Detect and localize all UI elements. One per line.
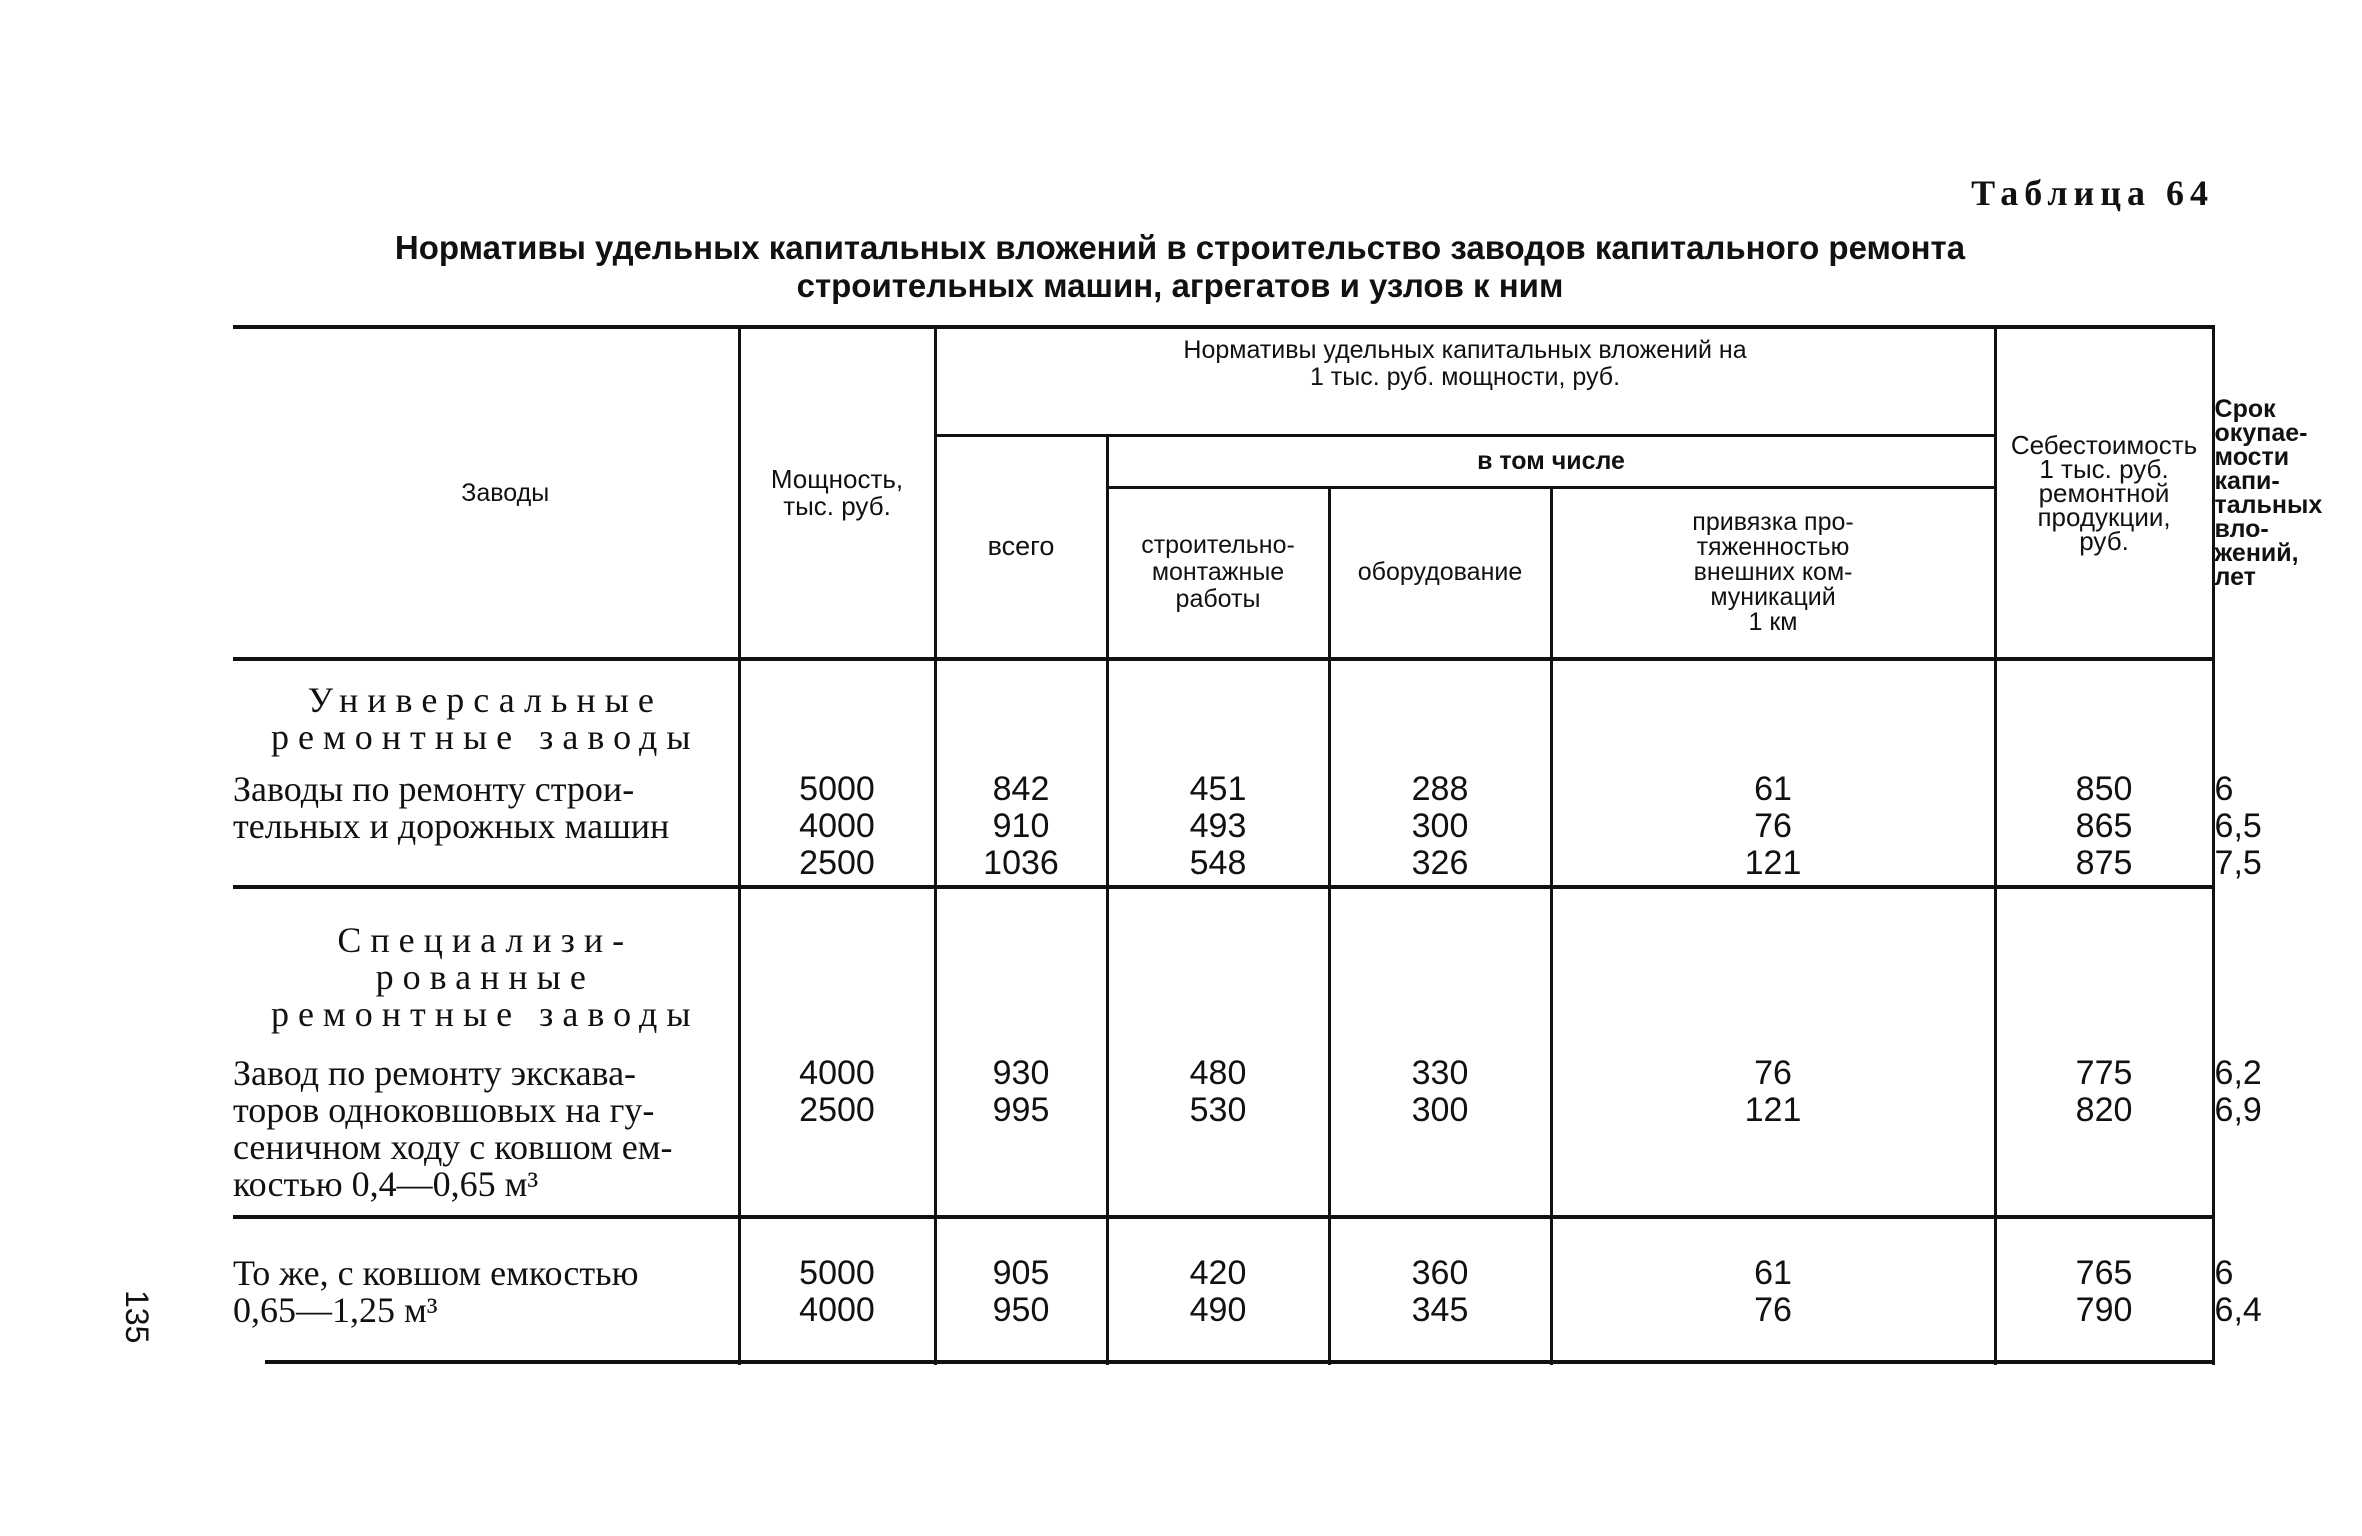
header-norms: Нормативы удельных капитальных вложений на 1 тыс. руб. мощности, руб.: [935, 327, 1995, 435]
table-subtitle: строительных машин, агрегатов и узлов к ним: [796, 267, 1564, 304]
cell-construction: 451 493 548: [1107, 759, 1329, 887]
row-name: Завод по ремонту экскава- торов одноковшовых на гу- сеничном ходу с ковшом ем- костью 0,4—0,65 м³: [233, 1053, 673, 1204]
table-title: Нормативы удельных капитальных вложений в строительство заводов капитального ремонта: [394, 229, 1966, 266]
cell-capacity: 4000 2500: [739, 1047, 935, 1217]
header-equipment: оборудование: [1329, 487, 1551, 659]
norms-table: Заводы Мощность, тыс. руб. Нормативы удельных капитальных вложений на 1 тыс. руб. мощности, руб. Себестоимость 1 тыс. руб. ремонтной продукции, руб. Срок окупае- мости капи- тальных вло- жений, лет всего в том числе строительно- монтажные работы оборудование привязка про- тяженностью внешних ком- муникаций 1 км Универсальные ремонтные заводы Заводы по ремонту строи- тельных и дорожных машин 5000 4000 2500 842 910 1036 451 493 548 288 300 326 61 76 121 850 865 875 6 6,5 7,5 Специализи- рованные ремонтные заводы Завод по ремонту экскава- торов одноковшовых на гу- сеничном ходу с ковшом ем- костью 0,4—0,65 м³ 4000 2500 930 995 480 530 330 300 76 121 775 820 6,2 6,9 То же, с ковшом емкостью 0,65—1,25 м³ 5000 4000 905 950 420 490 360 345 61 76 765 790 6 6,4: [233, 325, 2213, 1365]
cell-linking: 61 76: [1551, 1217, 1995, 1365]
section-universal: Универсальные ремонтные заводы: [233, 659, 739, 759]
header-including: в том числе: [1107, 435, 1995, 487]
cell-equipment: 360 345: [1329, 1217, 1551, 1365]
cell-cost: 775 820: [1995, 1047, 2213, 1217]
header-plants: Заводы: [233, 327, 739, 659]
cell-total: 842 910 1036: [935, 759, 1107, 887]
cell-construction: 420 490: [1107, 1217, 1329, 1365]
header-construction: строительно- монтажные работы: [1107, 487, 1329, 659]
header-cost: Себестоимость 1 тыс. руб. ремонтной продукции, руб.: [1995, 327, 2213, 659]
section-specialized: Специализи- рованные ремонтные заводы: [233, 887, 739, 1047]
cell-total: 930 995: [935, 1047, 1107, 1217]
cell-linking: 76 121: [1551, 1047, 1995, 1217]
cell-capacity: 5000 4000: [739, 1217, 935, 1365]
table-row: То же, с ковшом емкостью 0,65—1,25 м³ 5000 4000 905 950 420 490 360 345 61 76 765 790 6 6,4: [233, 1217, 2213, 1365]
table-number: Таблица 64: [1971, 173, 2214, 213]
header-capacity: Мощность, тыс. руб.: [739, 327, 935, 659]
cell-capacity: 5000 4000 2500: [739, 759, 935, 887]
table-bottom-rule: [265, 1360, 2215, 1364]
row-name: То же, с ковшом емкостью 0,65—1,25 м³: [233, 1217, 739, 1365]
page-number: 135: [119, 1290, 155, 1344]
table-row: Завод по ремонту экскава- торов одноковшовых на гу- сеничном ходу с ковшом ем- костью 0,4—0,65 м³ 4000 2500 930 995 480 530 330 300 76 121 775 820 6,2 6,9: [233, 1047, 2213, 1217]
cell-equipment: 288 300 326: [1329, 759, 1551, 887]
header-linking: привязка про- тяженностью внешних ком- муникаций 1 км: [1551, 487, 1995, 659]
cell-cost: 850 865 875: [1995, 759, 2213, 887]
header-total: всего: [935, 435, 1107, 659]
cell-linking: 61 76 121: [1551, 759, 1995, 887]
table-row: Заводы по ремонту строи- тельных и дорожных машин 5000 4000 2500 842 910 1036 451 493 548 288 300 326 61 76 121 850 865 875 6 6,5 7,5: [233, 759, 2213, 887]
cell-equipment: 330 300: [1329, 1047, 1551, 1217]
row-name: Заводы по ремонту строи- тельных и дорожных машин: [233, 769, 670, 846]
cell-cost: 765 790: [1995, 1217, 2213, 1365]
cell-construction: 480 530: [1107, 1047, 1329, 1217]
cell-total: 905 950: [935, 1217, 1107, 1365]
